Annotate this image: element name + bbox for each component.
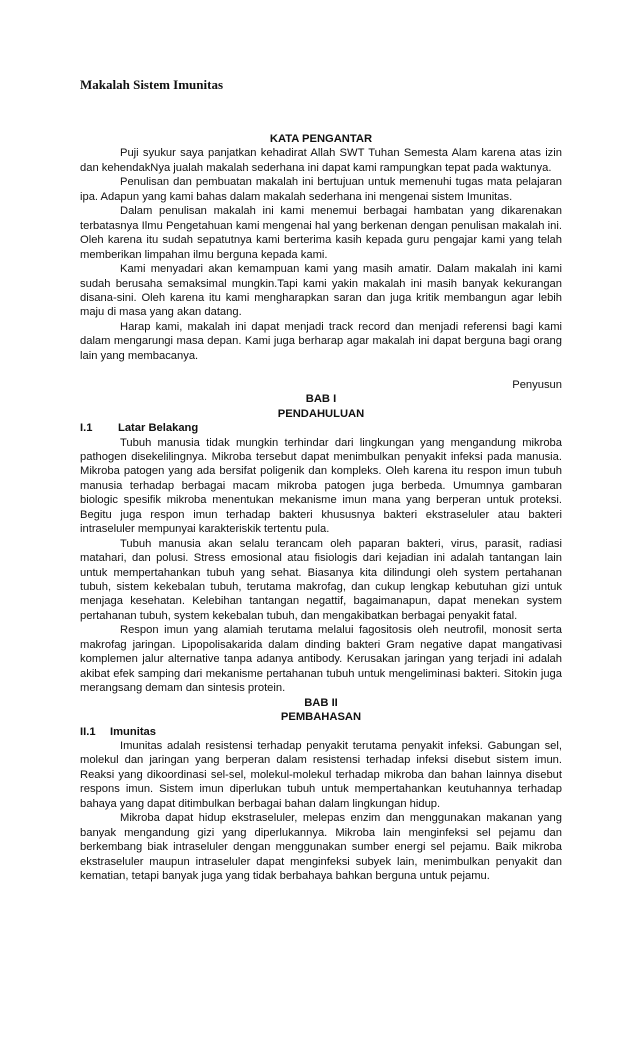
section-number: I.1 <box>80 422 93 435</box>
paragraph: Mikroba dapat hidup ekstraseluler, melepas enzim dan menggunakan makanan yang banyak mengandung gizi yang diperlukannya. Mikroba lain menginfeksi sel pejamu dan berkembang biak intraseluler dengan menggunakan sumber energi sel pejamu. Baik mikroba ekstraseluler maupun intraseluler dapat menginfeksi subyek lain, menimbulkan penyakit dan kematian, tetapi banyak juga yang tidak berbahaya bahkan berguna untuk pejamu. <box>80 812 562 883</box>
paragraph: Tubuh manusia tidak mungkin terhindar dari lingkungan yang mengandung mikroba pathogen disekelilingnya. Mikroba tersebut dapat menimbulkan penyakit infeksi pada manusia. Mikroba patogen yang ada bersifat poligenik dan kompleks. Oleh karena itu respon imun tubuh manusia terhadap berbagai macam mikroba patogen juga berbeda. Umumnya gambaran biologic spesifik mikroba menentukan mekanisme imun mana yang berperan untuk proteksi. Begitu juga respon imun terhadap bakteri khususnya bakteri ekstraseluler atau bakteri intraseluler mempunyai karakteriskik tertentu pula. <box>80 436 562 536</box>
document-body <box>80 132 562 884</box>
section-title: Imunitas <box>110 725 157 738</box>
section-title: Latar Belakang <box>118 422 199 435</box>
bab1-title: PENDAHULUAN <box>277 407 365 420</box>
section-number: II.1 <box>80 725 96 738</box>
section-heading-2-1 <box>80 725 562 739</box>
paragraph: Imunitas adalah resistensi terhadap penyakit terutama penyakit infeksi. Gabungan sel, molekul dan jaringan yang berperan dalam resistensi terhadap infeksi disebut sistem imun. Reaksi yang dikoordinasi sel-sel, molekul-molekul terhadap mikroba dan bahan lainnya disebut respons imun. Sistem imun diperlukan tubuh untuk mempertahankan keutuhannya terhadap bahaya yang dapat ditimbulkan berbagai bahan dalam lingkungan hidup. <box>80 740 562 810</box>
section-heading-1-1 <box>80 421 562 435</box>
paragraph: Dalam penulisan makalah ini kami menemui berbagai hambatan yang dikarenakan terbatasnya Ilmu Pengetahuan kami mengenai hal yang berkenan dengan penulisan makalah ini. Oleh karena itu sudah sepatutnya kami berterima kasih kepada guru pengajar kami yang telah memberikan limpahan ilmu berguna kepada kami. <box>80 205 562 261</box>
signature: Penyusun <box>512 378 562 391</box>
paragraph: Respon imun yang alamiah terutama melalui fagositosis oleh neutrofil, monosit serta makrofag jaringan. Lipopolisakarida dalam dinding bakteri Gram negative dapat mangativasi komplemen jalur alternative tanpa adanya antibody. Kerusakan jaringan yang terjadi ini adalah akibat efek samping dari mekanisme pertahanan tubuh untuk mengeliminasi bakteri. Sitokin juga merangsang demam dan sintesis protein. <box>80 624 562 695</box>
paragraph: Puji syukur saya panjatkan kehadirat Allah SWT Tuhan Semesta Alam karena atas izin dan kehendakNya jualah makalah sederhana ini dapat kami rampungkan tepat pada waktunya. <box>80 147 562 174</box>
document-title: Makalah Sistem Imunitas <box>80 77 224 92</box>
paragraph: Penulisan dan pembuatan makalah ini bertujuan untuk memenuhi tugas mata pelajaran ipa. Adapun yang kami bahas dalam makalah sederhana ini mengenai sistem Imunitas. <box>80 176 562 203</box>
paragraph: Kami menyadari akan kemampuan kami yang masih amatir. Dalam makalah ini kami sudah berusaha semaksimal mungkin.Tapi kami yakin makalah ini masih banyak kekurangan disana-sini. Oleh karena itu kami mengharapkan saran dan juga kritik membangun agar lebih maju di masa yang akan datang. <box>80 263 562 319</box>
bab2-label: BAB II <box>304 696 338 709</box>
kata-pengantar-heading: KATA PENGANTAR <box>269 133 373 145</box>
bab2-title: PEMBAHASAN <box>280 711 362 724</box>
paragraph: Tubuh manusia akan selalu terancam oleh paparan bakteri, virus, parasit, radiasi matahari, dan polusi. Stress emosional atau fisiologis dari kejadian ini adalah tantangan lain untuk mempertahankan tubuh yang sehat. Biasanya kita dilindungi oleh system pertahanan tubuh, sistem kekebalan tubuh, terutama makrofag, dan cukup lengkap kebutuhan gizi untuk menjaga kesehatan. Kelebihan tantangan negattif, bagaimanapun, dapat menekan system pertahanan tubuh, system kekebalan tubuh, dan mengakibatkan berbagai penyakit fatal. <box>80 537 562 622</box>
spacer <box>80 363 562 377</box>
paragraph: Harap kami, makalah ini dapat menjadi track record dan menjadi referensi bagi kami dalam mengarungi masa depan. Kami juga berharap agar makalah ini dapat berguna bagi orang lain yang membacanya. <box>80 320 562 362</box>
bab1-label: BAB I <box>305 393 337 406</box>
